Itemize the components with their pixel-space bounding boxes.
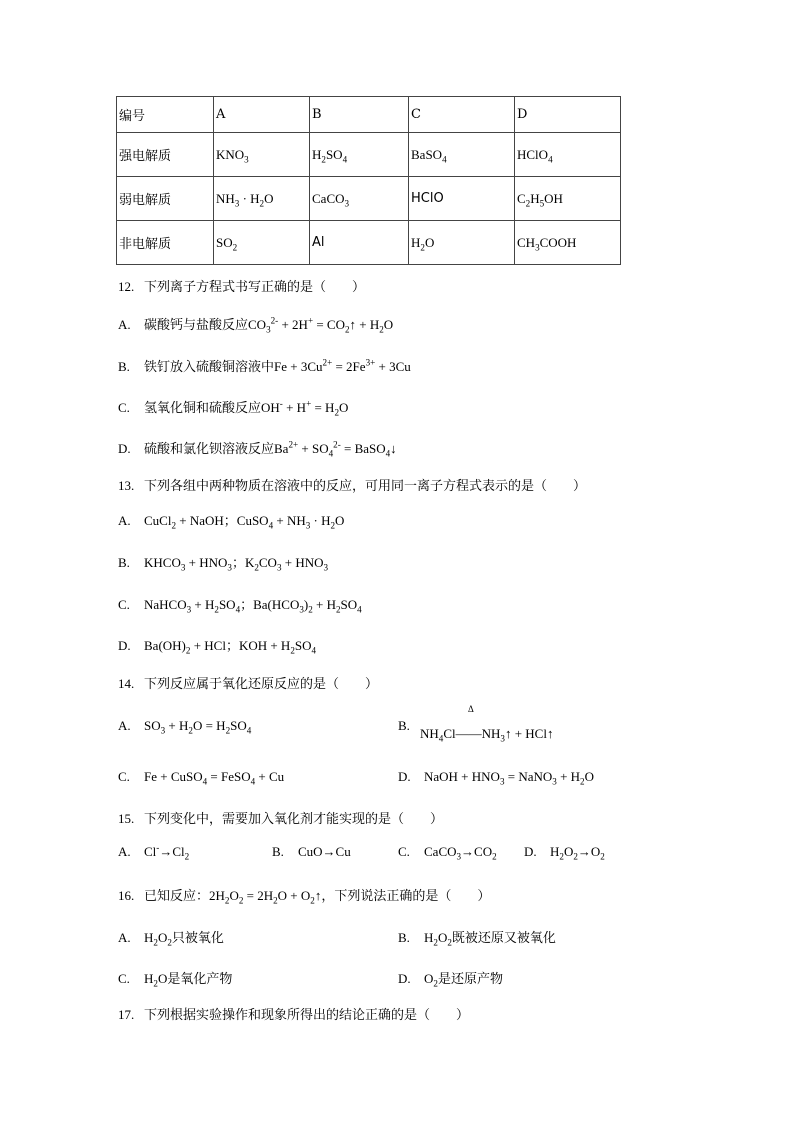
question-13-option-c[interactable]: C. NaHCO$_3$ + $H_2SO_4$；$Ba(HCO_3)_2 + H_2SO_4$	[118, 597, 362, 615]
question-14-option-a[interactable]: A. $SO_3 + H_2O = H_2SO_4$	[118, 718, 252, 736]
question-15-stem: 15. 下列变化中，需要加入氧化剂才能实现的是（ ）	[118, 811, 444, 827]
table-header-row	[117, 97, 621, 133]
question-12-option-b[interactable]: B. 铁钉放入硫酸铜溶液中$Fe + 3Cu^{2+} = 2Fe^{3+} + 3Cu$	[118, 357, 411, 375]
heating-condition: Δ	[468, 704, 474, 714]
table-header-cell: C	[409, 97, 515, 133]
question-16-option-b[interactable]: B. $H_2O_2$既被还原又被氧化	[398, 930, 556, 948]
table-row	[117, 177, 621, 221]
question-14-option-d[interactable]: D. NaOH + $HNO_3$ = NaNO$_3$ + $H_2O$	[398, 769, 594, 787]
question-15-option-b[interactable]: B. CuO→Cu	[272, 844, 351, 859]
question-16-option-d[interactable]: D. $O_2$是还原产物	[398, 971, 503, 989]
question-13-option-a[interactable]: A. CuCl$_2$ + NaOH；CuSO$_4$ + $NH_3 \cdot H_2O$	[118, 513, 345, 531]
table-cell: $NH_3 \cdot H_2O$	[214, 177, 310, 221]
question-15-option-a[interactable]: A. $Cl^-\to Cl_2$	[118, 842, 190, 862]
table-cell: $H_2O$	[409, 221, 515, 265]
question-13-option-d[interactable]: D. $Ba(OH)_2$ + HCl；KOH + $H_2SO_4$	[118, 638, 317, 656]
table-cell: $H_2SO_4$	[310, 133, 409, 177]
table-cell: HClO	[409, 177, 515, 221]
table-header-cell: D	[515, 97, 621, 133]
question-16-stem: 16. 已知反应：$2H_2O_2 = 2H_2O$ + $O_2↑$，下列说法正确的是（ ）	[118, 888, 491, 906]
question-14-stem: 14. 下列反应属于氧化还原反应的是（ ）	[118, 676, 379, 692]
question-16-option-a[interactable]: A. $H_2O_2$只被氧化	[118, 930, 224, 948]
table-header-cell: A	[214, 97, 310, 133]
table-cell: $SO_2$	[214, 221, 310, 265]
electrolyte-table	[116, 96, 621, 265]
question-12-stem: 12. 下列离子方程式书写正确的是（ ）	[118, 279, 366, 295]
question-15-option-c[interactable]: C. $CaCO_3\to CO_2$	[398, 844, 497, 862]
table-cell: $CH_3COOH$	[515, 221, 621, 265]
table-cell: Al	[310, 221, 409, 265]
row-label: 强电解质	[117, 133, 214, 177]
table-row	[117, 221, 621, 265]
question-16-option-c[interactable]: C. $H_2O$是氧化产物	[118, 971, 233, 989]
table-cell: $KNO_3$	[214, 133, 310, 177]
question-13-option-b[interactable]: B. $KHCO_3 + HNO_3$；$K_2CO_3 + HNO_3$	[118, 555, 329, 573]
table-cell: CaCO$_3$	[310, 177, 409, 221]
question-12-option-d[interactable]: D. 硫酸和氯化钡溶液反应$Ba^{2+} + SO_4^{2-}$ = BaSO$_4$↓	[118, 439, 397, 459]
question-12-option-a[interactable]: A. 碳酸钙与盐酸反应$CO_3^{2-} + 2H^+$ = $CO_2↑ + H_2O$	[118, 315, 394, 335]
question-14-option-c[interactable]: C. Fe + CuSO$_4$ = FeSO$_4$ + Cu	[118, 769, 285, 787]
question-12-option-c[interactable]: C. 氢氧化铜和硫酸反应$OH^- + H^+ = H_2O$	[118, 398, 349, 418]
table-row	[117, 133, 621, 177]
table-cell: BaSO$_4$	[409, 133, 515, 177]
table-header-cell: B	[310, 97, 409, 133]
question-14-option-b[interactable]: B.	[398, 718, 410, 733]
question-14-option-b-formula: $NH_4Cl——NH_3↑$ + HCl↑	[420, 726, 554, 744]
question-17-stem: 17. 下列根据实验操作和现象所得出的结论正确的是（ ）	[118, 1007, 470, 1023]
question-15-option-d[interactable]: D. $H_2O_2\to O_2$	[524, 844, 605, 862]
row-label: 弱电解质	[117, 177, 214, 221]
table-header-cell: 编号	[117, 97, 214, 133]
row-label: 非电解质	[117, 221, 214, 265]
table-cell: HClO$_4$	[515, 133, 621, 177]
table-cell: $C_2H_5OH$	[515, 177, 621, 221]
question-13-stem: 13. 下列各组中两种物质在溶液中的反应，可用同一离子方程式表示的是（ ）	[118, 478, 587, 494]
